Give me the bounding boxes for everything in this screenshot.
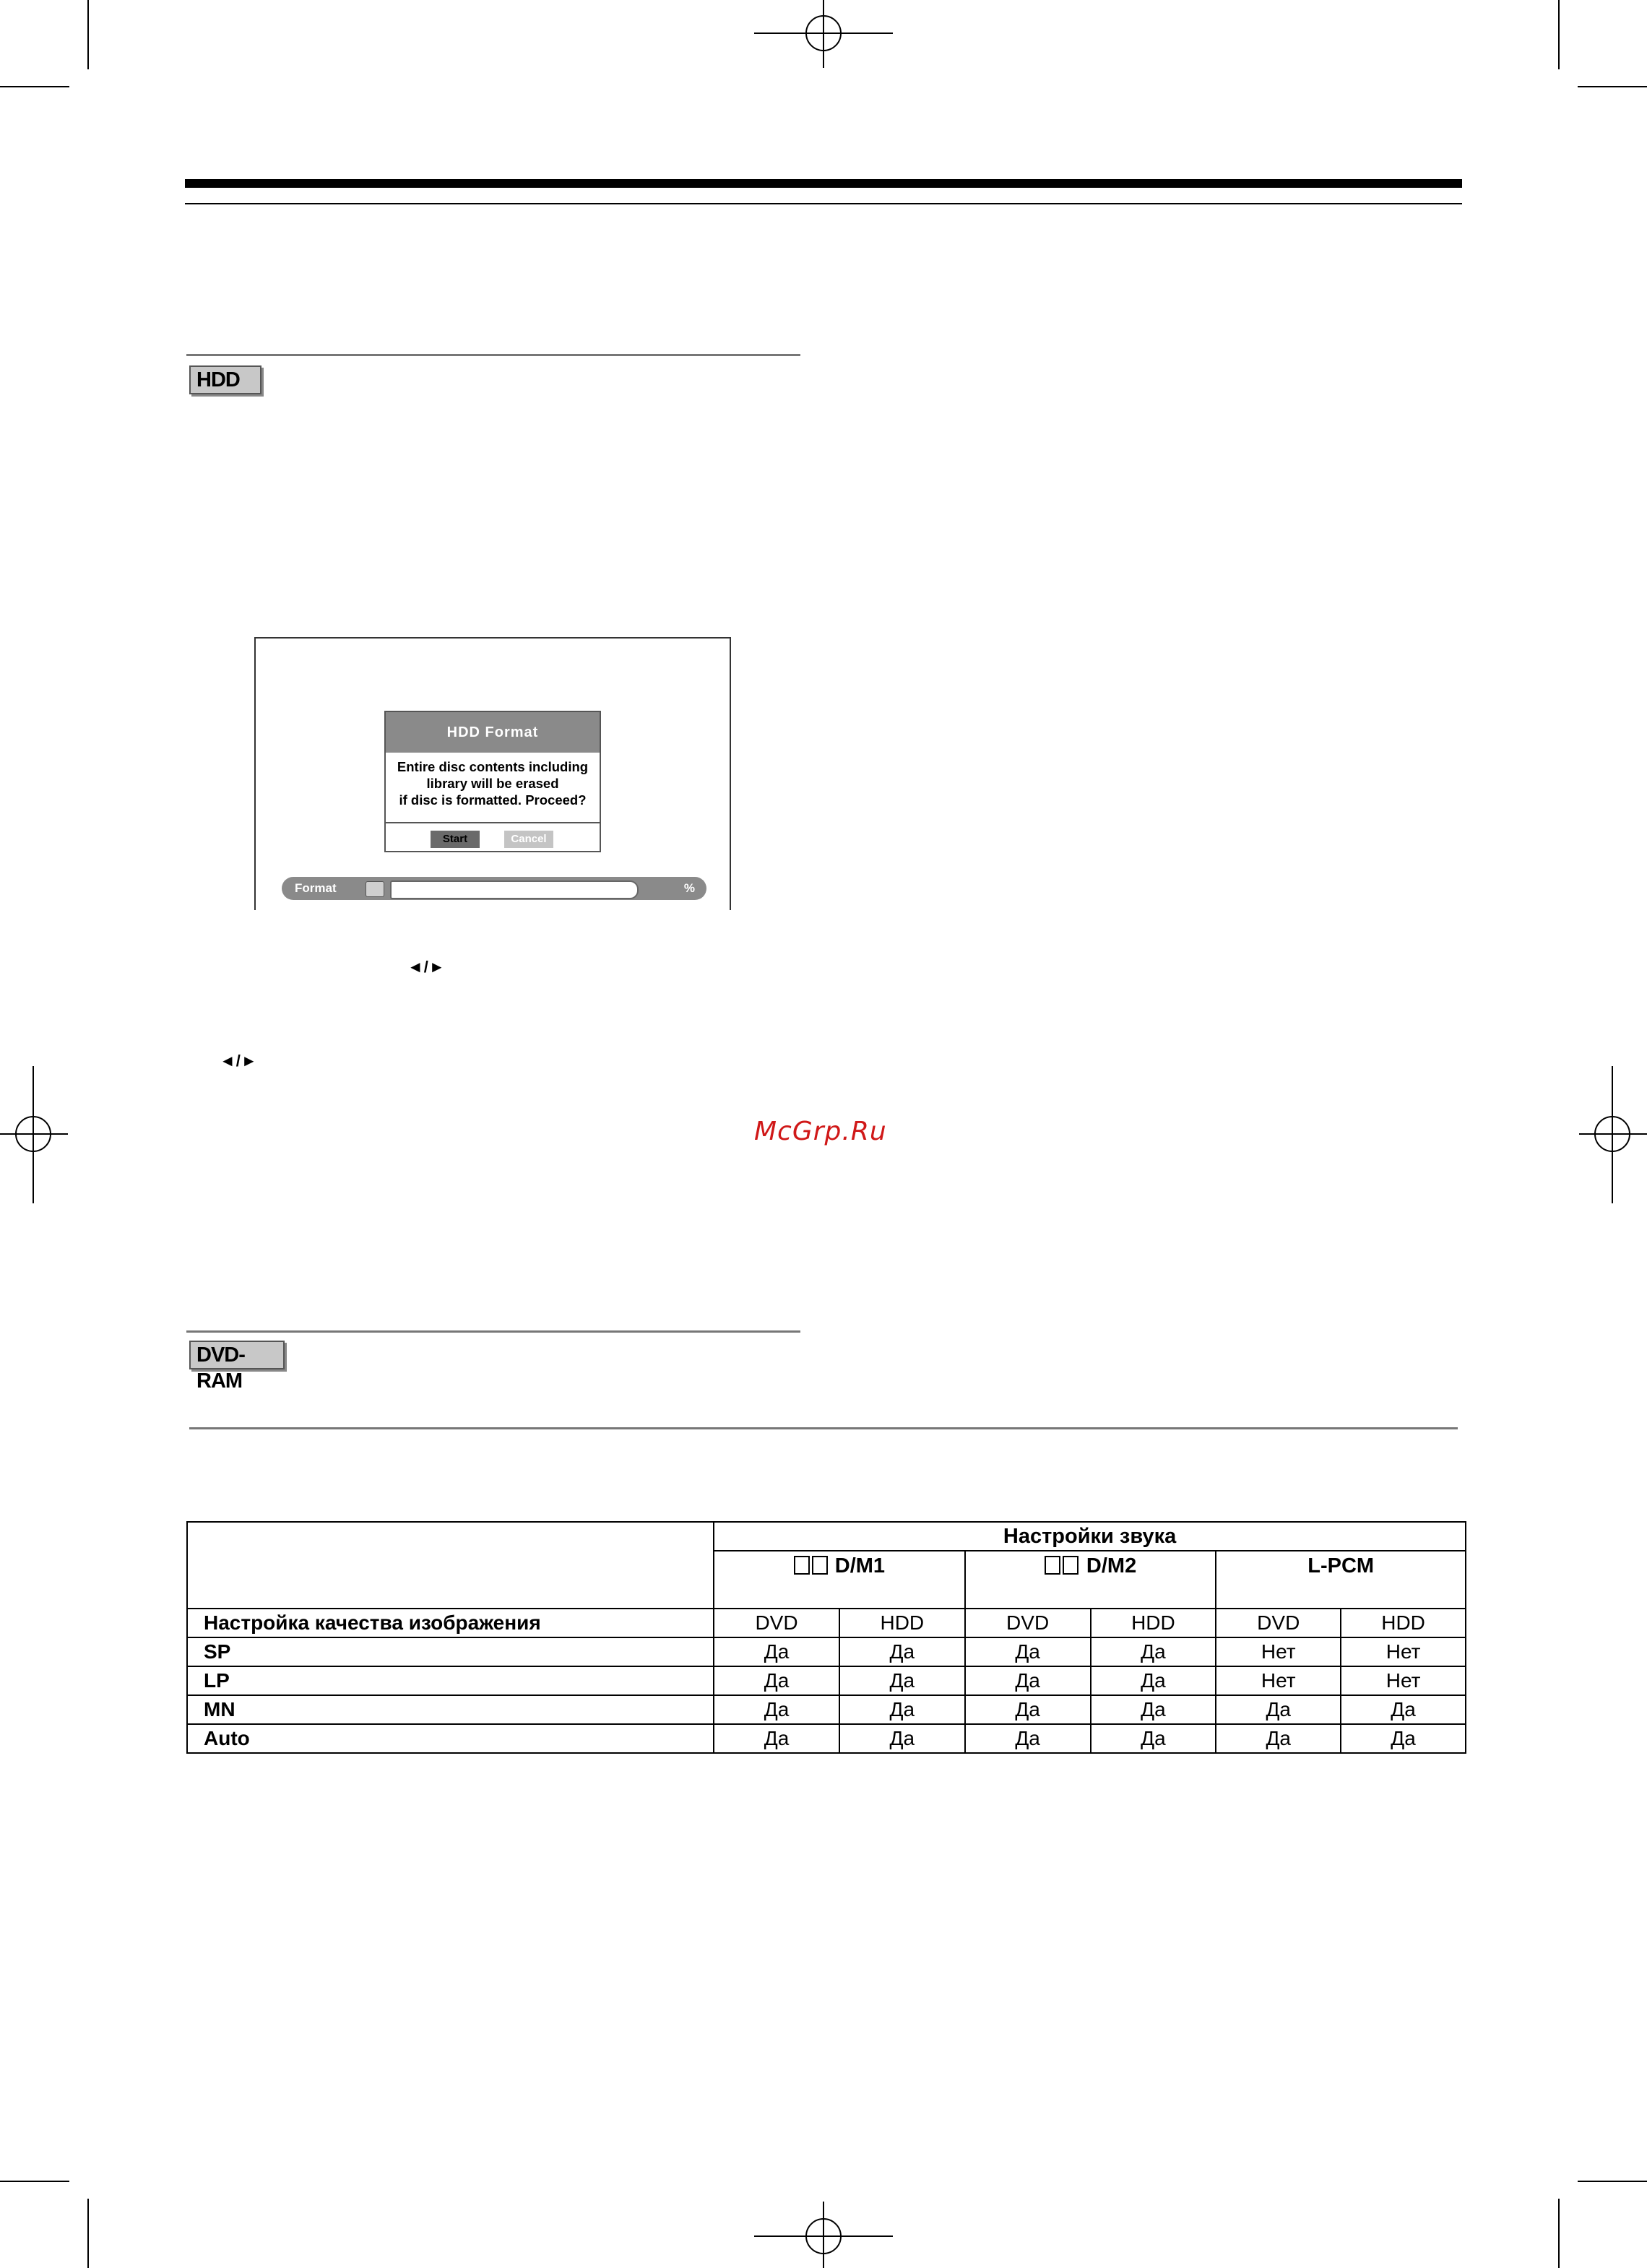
table-cell: Да bbox=[839, 1695, 965, 1724]
table-cell: Да bbox=[839, 1666, 965, 1695]
section-divider bbox=[189, 1427, 1458, 1429]
table-row bbox=[187, 1637, 1466, 1666]
audio-settings-table bbox=[186, 1521, 1466, 1754]
table-cell: Да bbox=[965, 1666, 1091, 1695]
table-cell: Да bbox=[1341, 1695, 1466, 1724]
table-cell: Да bbox=[714, 1666, 839, 1695]
dvdram-section-tag: DVD-RAM bbox=[189, 1341, 285, 1369]
table-cell: Нет bbox=[1341, 1637, 1466, 1666]
table-cell: Да bbox=[714, 1695, 839, 1724]
table-cell: Нет bbox=[1216, 1666, 1341, 1695]
table-row bbox=[187, 1666, 1466, 1695]
table-cell: Да bbox=[965, 1695, 1091, 1724]
table-cell: Да bbox=[1341, 1724, 1466, 1753]
format-progress-bar bbox=[282, 877, 706, 900]
table-cell: Да bbox=[839, 1724, 965, 1753]
progress-label: Format bbox=[295, 881, 337, 895]
table-cell: Нет bbox=[1341, 1666, 1466, 1695]
sub-header: DVD bbox=[965, 1609, 1091, 1637]
table-row bbox=[187, 1724, 1466, 1753]
table-cell: Да bbox=[965, 1724, 1091, 1753]
header-thin-rule bbox=[185, 203, 1462, 204]
row-header-label: Настройка качества изображения bbox=[187, 1609, 714, 1637]
table-cell: Да bbox=[1091, 1637, 1216, 1666]
dolby-digital-icon bbox=[1063, 1556, 1078, 1575]
table-cell: Да bbox=[1091, 1724, 1216, 1753]
row-label: SP bbox=[187, 1637, 714, 1666]
row-label: MN bbox=[187, 1695, 714, 1724]
sub-header: DVD bbox=[714, 1609, 839, 1637]
watermark: McGrp.Ru bbox=[754, 1117, 887, 1146]
dvdram-section-rule bbox=[186, 1330, 800, 1333]
table-corner-cell bbox=[187, 1522, 714, 1609]
left-right-arrow-hint: ◄/► bbox=[220, 1052, 258, 1070]
table-cell: Да bbox=[714, 1637, 839, 1666]
dialog-message-line: Entire disc contents including bbox=[397, 759, 589, 774]
mode-header-dm1 bbox=[714, 1551, 965, 1609]
table-cell: Да bbox=[839, 1637, 965, 1666]
dolby-digital-icon bbox=[794, 1556, 810, 1575]
table-cell: Да bbox=[714, 1724, 839, 1753]
audio-settings-header: Настройки звука bbox=[714, 1522, 1466, 1551]
cancel-button[interactable]: Cancel bbox=[504, 831, 553, 848]
hdd-format-dialog bbox=[384, 711, 601, 852]
table-cell: Да bbox=[965, 1637, 1091, 1666]
dialog-message bbox=[386, 753, 600, 822]
dialog-buttons bbox=[386, 822, 600, 852]
dolby-digital-icon bbox=[1045, 1556, 1060, 1575]
dialog-message-line: library will be erased bbox=[426, 776, 559, 791]
tv-screen bbox=[254, 637, 731, 910]
left-right-arrow-hint: ◄/► bbox=[407, 958, 446, 976]
sub-header: HDD bbox=[1091, 1609, 1216, 1637]
progress-track bbox=[390, 880, 639, 899]
header-thick-rule bbox=[185, 179, 1462, 188]
start-button[interactable]: Start bbox=[431, 831, 480, 848]
table-cell: Нет bbox=[1216, 1637, 1341, 1666]
hdd-section-rule bbox=[186, 354, 800, 356]
mode-label: D/M1 bbox=[834, 1554, 886, 1577]
sub-header: DVD bbox=[1216, 1609, 1341, 1637]
mode-label: L-PCM bbox=[1307, 1554, 1375, 1577]
mode-header-lpcm bbox=[1216, 1551, 1466, 1609]
table-cell: Да bbox=[1216, 1695, 1341, 1724]
sub-header: HDD bbox=[1341, 1609, 1466, 1637]
progress-percent-sign: % bbox=[683, 881, 695, 895]
row-label: Auto bbox=[187, 1724, 714, 1753]
dialog-message-line: if disc is formatted. Proceed? bbox=[399, 792, 587, 808]
mode-label: D/M2 bbox=[1086, 1554, 1137, 1577]
table-row bbox=[187, 1695, 1466, 1724]
row-label: LP bbox=[187, 1666, 714, 1695]
table-cell: Да bbox=[1091, 1695, 1216, 1724]
hdd-section-tag: HDD bbox=[189, 365, 261, 394]
dolby-digital-icon bbox=[812, 1556, 828, 1575]
table-cell: Да bbox=[1216, 1724, 1341, 1753]
sub-header: HDD bbox=[839, 1609, 965, 1637]
mode-header-dm2 bbox=[965, 1551, 1216, 1609]
disc-icon bbox=[366, 881, 384, 897]
table-cell: Да bbox=[1091, 1666, 1216, 1695]
dialog-title: HDD Format bbox=[386, 712, 600, 753]
